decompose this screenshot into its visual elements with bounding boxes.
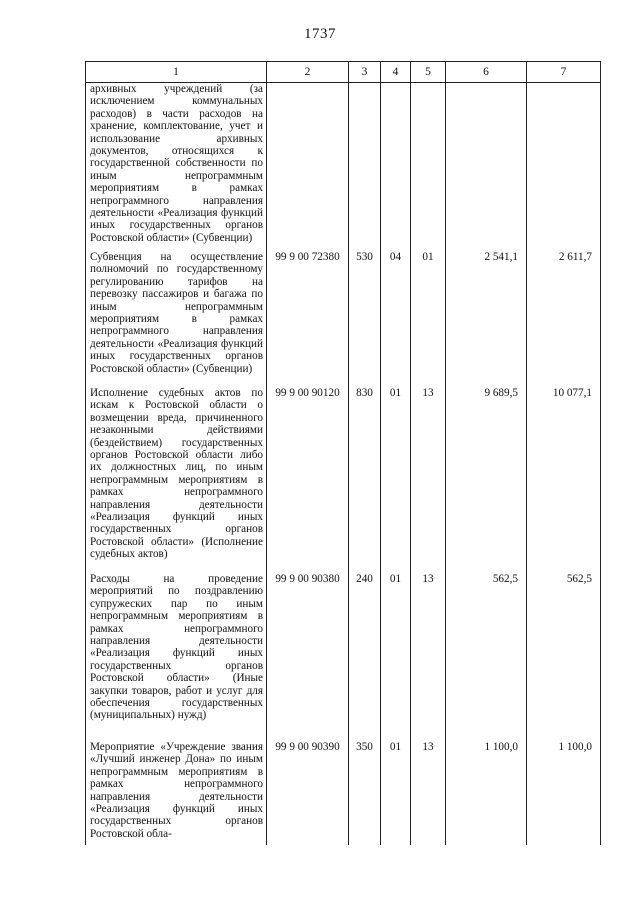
row-description: Расходы на проведение мероприятий по поздравлению супружеских пар по иным непрограммным мероприятиям в рамках непрограммного направления деятельности «Реализация функций иных государственных органов Ростовской области» (Иные закупки товаров, работ и услуг для обеспечения государственных (муниципальных) нужд) — [86, 573, 267, 741]
column-header: 3 — [349, 62, 381, 83]
column-header: 4 — [381, 62, 411, 83]
target-article-code: 99 9 00 90390 — [267, 741, 349, 845]
target-article-code: 99 9 00 90380 — [267, 573, 349, 741]
amount-year-2: 1 100,0 — [527, 741, 601, 845]
amount-year-2: 562,5 — [527, 573, 601, 741]
amount-year-1: 2 541,1 — [446, 251, 527, 387]
subsection-code — [411, 83, 446, 252]
amount-year-1: 1 100,0 — [446, 741, 527, 845]
row-description: Исполнение судебных актов по искам к Ростовской области о возмещении вреда, причиненного незаконными действиями (бездействием) государственных органов Ростовской области либо их должностных лиц, по иным непрограммным мероприятиям в рамках непрограммного направления деятельности «Реализация функций иных государственных органов Ростовской области» (Исполнение судебных актов) — [86, 387, 267, 573]
section-code: 04 — [381, 251, 411, 387]
column-header: 7 — [527, 62, 601, 83]
page-number: 1737 — [304, 26, 336, 42]
section-code — [381, 83, 411, 252]
subsection-code: 13 — [411, 741, 446, 845]
amount-year-1 — [446, 83, 527, 252]
table-row — [86, 251, 601, 387]
expense-type: 830 — [349, 387, 381, 573]
subsection-code: 13 — [411, 387, 446, 573]
amount-year-2: 10 077,1 — [527, 387, 601, 573]
target-article-code: 99 9 00 72380 — [267, 251, 349, 387]
amount-year-1: 562,5 — [446, 573, 527, 741]
expense-type — [349, 83, 381, 252]
amount-year-2: 2 611,7 — [527, 251, 601, 387]
row-description: Мероприятие «Учреждение звания «Лучший инженер Дона» по иным непрограммным мероприятиям в рамках непрограммного направления деятельности «Реализация функций иных государственных органов Ростовской обла- — [86, 741, 267, 845]
table-row — [86, 83, 601, 252]
row-description: архивных учреждений (за исключением коммунальных расходов) в части расходов на хранение, комплектование, учет и использование архивных документов, относящихся к государственной собственности по иным непрограммным мероприятиям в рамках непрограммного направления деятельности «Реализация функций иных государственных органов Ростовской области» (Субвенции) — [86, 83, 267, 252]
section-code: 01 — [381, 387, 411, 573]
subsection-code: 01 — [411, 251, 446, 387]
section-code: 01 — [381, 573, 411, 741]
expense-type: 350 — [349, 741, 381, 845]
table-header-row — [86, 62, 601, 83]
column-header: 6 — [446, 62, 527, 83]
expense-type: 240 — [349, 573, 381, 741]
table-row — [86, 741, 601, 845]
section-code: 01 — [381, 741, 411, 845]
amount-year-2 — [527, 83, 601, 252]
target-article-code: 99 9 00 90120 — [267, 387, 349, 573]
expense-type: 530 — [349, 251, 381, 387]
amount-year-1: 9 689,5 — [446, 387, 527, 573]
table-row — [86, 573, 601, 741]
table-row — [86, 387, 601, 573]
column-header: 1 — [86, 62, 267, 83]
row-description: Субвенция на осуществление полномочий по государственному регулированию тарифов на перевозку пассажиров и багажа по иным непрограммным мероприятиям в рамках непрограммного направления деятельности «Реализация функций иных государственных органов Ростовской области» (Субвенции) — [86, 251, 267, 387]
column-header: 2 — [267, 62, 349, 83]
target-article-code — [267, 83, 349, 252]
budget-table — [85, 61, 601, 845]
subsection-code: 13 — [411, 573, 446, 741]
column-header: 5 — [411, 62, 446, 83]
